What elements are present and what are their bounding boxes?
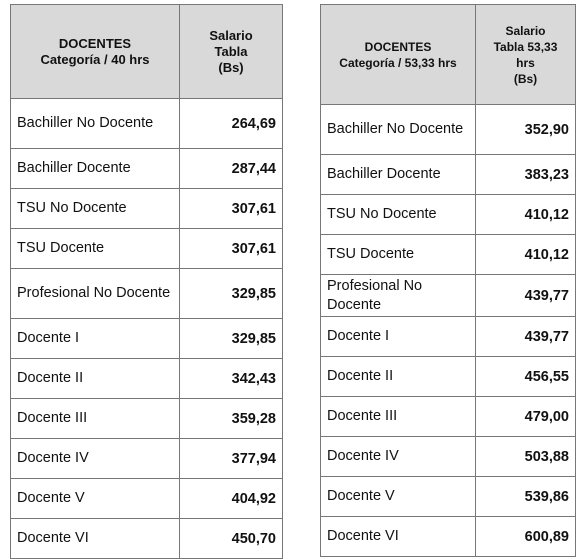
salary-cell: 439,77 xyxy=(476,317,576,357)
category-cell: Docente VI xyxy=(321,517,476,557)
category-cell: Docente III xyxy=(11,399,180,439)
category-cell: Docente VI xyxy=(11,519,180,559)
table-row xyxy=(321,477,576,517)
category-cell: Profesional No Docente xyxy=(321,275,476,317)
salary-cell: 410,12 xyxy=(476,195,576,235)
table-row xyxy=(321,235,576,275)
salary-cell: 456,55 xyxy=(476,357,576,397)
category-cell: Docente I xyxy=(11,319,180,359)
table-row xyxy=(321,155,576,195)
category-cell: Docente IV xyxy=(11,439,180,479)
category-cell: TSU Docente xyxy=(321,235,476,275)
category-cell: Docente II xyxy=(11,359,180,399)
table-row xyxy=(11,99,283,149)
salary-cell: 287,44 xyxy=(180,149,283,189)
salary-header-line: (Bs) xyxy=(218,59,244,75)
salary-header-line: Salario xyxy=(209,27,253,43)
category-header-title: DOCENTES xyxy=(58,35,132,51)
salary-table-40hrs xyxy=(10,4,283,559)
salary-cell: 307,61 xyxy=(180,189,283,229)
table-row xyxy=(321,105,576,155)
salary-cell: 503,88 xyxy=(476,437,576,477)
category-cell: Docente I xyxy=(321,317,476,357)
salary-cell: 450,70 xyxy=(180,519,283,559)
table-row xyxy=(11,229,283,269)
table-row xyxy=(321,275,576,317)
salary-header-line: Tabla 53,33 xyxy=(493,39,558,54)
category-cell: Docente V xyxy=(321,477,476,517)
table-row xyxy=(11,319,283,359)
category-cell: Bachiller No Docente xyxy=(11,99,180,149)
category-cell: Bachiller Docente xyxy=(321,155,476,195)
salary-cell: 410,12 xyxy=(476,235,576,275)
salary-cell: 539,86 xyxy=(476,477,576,517)
salary-cell: 342,43 xyxy=(180,359,283,399)
table-row xyxy=(321,195,576,235)
category-header xyxy=(321,5,476,105)
salary-cell: 439,77 xyxy=(476,275,576,317)
category-cell: Profesional No Docente xyxy=(11,269,180,319)
salary-cell: 329,85 xyxy=(180,269,283,319)
salary-cell: 479,00 xyxy=(476,397,576,437)
salary-header-line: Tabla xyxy=(214,43,248,59)
salary-header-line: hrs xyxy=(516,55,535,70)
table-row xyxy=(321,437,576,477)
salary-header xyxy=(180,5,283,99)
category-cell: Docente II xyxy=(321,357,476,397)
table-row xyxy=(321,517,576,557)
table-row xyxy=(11,269,283,319)
salary-cell: 600,89 xyxy=(476,517,576,557)
salary-cell: 264,69 xyxy=(180,99,283,149)
table-row xyxy=(321,397,576,437)
salary-cell: 307,61 xyxy=(180,229,283,269)
table-row xyxy=(11,359,283,399)
table-row xyxy=(321,357,576,397)
table-row xyxy=(11,149,283,189)
category-header xyxy=(11,5,180,99)
table-row xyxy=(11,439,283,479)
category-cell: Docente V xyxy=(11,479,180,519)
salary-table-53-33hrs xyxy=(320,4,576,557)
salary-header-line: Salario xyxy=(505,23,546,38)
category-cell: TSU No Docente xyxy=(11,189,180,229)
category-cell: TSU Docente xyxy=(11,229,180,269)
category-header-title: DOCENTES xyxy=(364,39,432,54)
salary-cell: 329,85 xyxy=(180,319,283,359)
category-cell: Docente IV xyxy=(321,437,476,477)
salary-cell: 352,90 xyxy=(476,105,576,155)
table-row xyxy=(11,399,283,439)
salary-header xyxy=(476,5,576,105)
category-header-subtitle: Categoría / 53,33 hrs xyxy=(339,55,457,70)
table-row xyxy=(11,479,283,519)
table-row xyxy=(11,519,283,559)
category-cell: TSU No Docente xyxy=(321,195,476,235)
category-header-subtitle: Categoría / 40 hrs xyxy=(40,51,150,67)
salary-cell: 383,23 xyxy=(476,155,576,195)
salary-cell: 359,28 xyxy=(180,399,283,439)
salary-cell: 377,94 xyxy=(180,439,283,479)
category-cell: Bachiller No Docente xyxy=(321,105,476,155)
salary-cell: 404,92 xyxy=(180,479,283,519)
table-row xyxy=(11,189,283,229)
category-cell: Bachiller Docente xyxy=(11,149,180,189)
category-cell: Docente III xyxy=(321,397,476,437)
table-row xyxy=(321,317,576,357)
salary-header-line: (Bs) xyxy=(513,71,538,86)
